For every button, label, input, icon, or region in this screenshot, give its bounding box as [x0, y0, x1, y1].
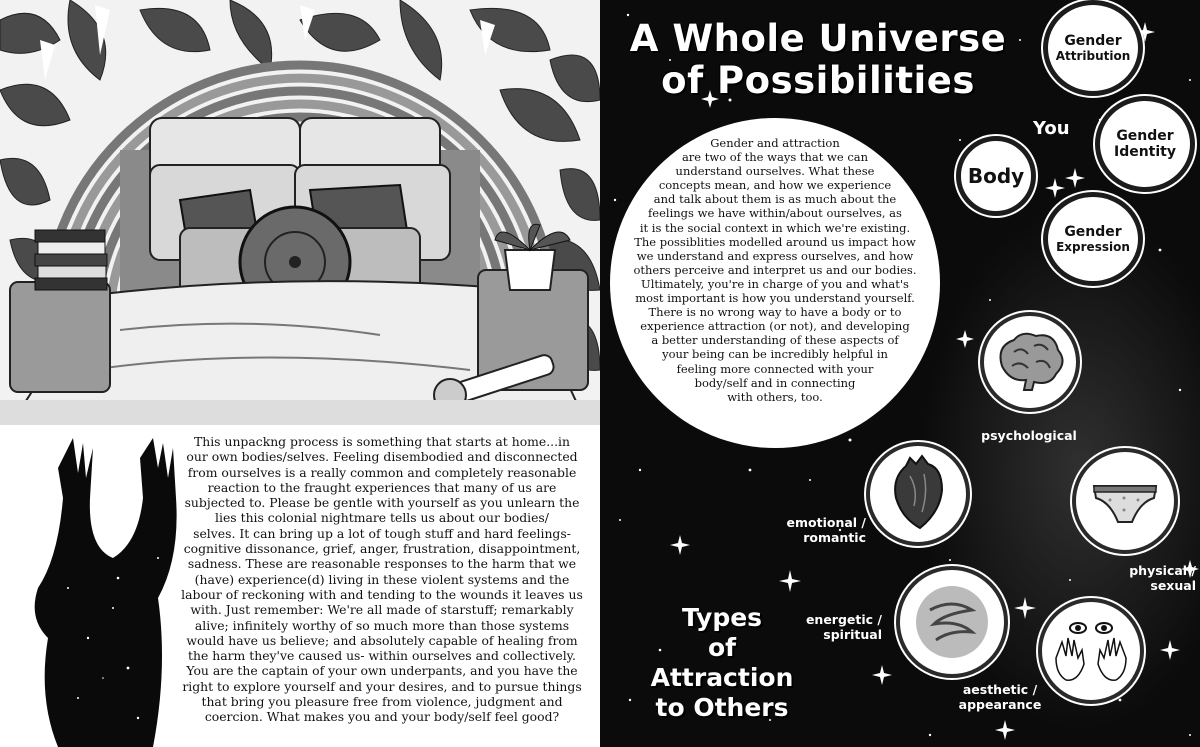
bubble-sublabel: Expression: [1056, 240, 1130, 254]
star-icon: [1065, 168, 1085, 188]
emotional-circle: [866, 442, 970, 546]
psychological-label: psychological: [981, 428, 1077, 443]
energy-swirl-icon: [900, 570, 1004, 674]
physical-label: physical / sexual: [1129, 563, 1196, 593]
book-stack: [35, 230, 107, 290]
bubble-label: Gender: [1064, 33, 1122, 49]
gender-identity-bubble: [1095, 96, 1195, 192]
emotional-label: emotional / romantic: [786, 515, 866, 545]
you-label: You: [1033, 118, 1070, 139]
right-page: [600, 0, 1200, 747]
aesthetic-label: aesthetic / appearance: [958, 682, 1042, 712]
bubble-sublabel: Attribution: [1055, 49, 1131, 63]
physical-circle: [1072, 448, 1178, 554]
title-line-1: A Whole Universe: [629, 17, 1007, 60]
bubble-label: Gender: [1116, 128, 1174, 144]
types-of-attraction-title: Types of Attraction to Others: [650, 603, 794, 722]
heart-icon: [870, 446, 966, 542]
title-line-2: of Possibilities: [661, 59, 975, 102]
gender-attribution-bubble: [1043, 0, 1143, 96]
star-icon: [670, 535, 690, 555]
body-bubble: [956, 136, 1036, 216]
energetic-circle: [896, 566, 1008, 678]
bubble-sublabel: Identity: [1113, 144, 1176, 160]
gender-expression-bubble: [1043, 192, 1143, 286]
raised-arms-silhouette: [18, 438, 193, 747]
bubble-label: Body: [967, 164, 1025, 188]
underwear-icon: [1076, 452, 1174, 550]
page-title: [618, 18, 1018, 102]
bubble-label: Gender: [1064, 224, 1122, 240]
bedroom-illustration: [0, 0, 600, 425]
energetic-label: energetic / spiritual: [805, 612, 882, 642]
brain-icon: [984, 316, 1076, 408]
star-icon: [1045, 178, 1065, 198]
star-icon: [872, 665, 892, 685]
star-icon: [779, 570, 801, 592]
left-body-text: This unpackng process is something that starts at home...in our own bodies/selves. Feeling disembodied and disconnected from ourselves is a really common and completely reasonable reaction to the fraught experiences that many of us are subjected to. Please be gentle with yourself as you unlearn the lies this colonial nightmare tells us about our bodies/ selves. It can bring up a lot of tough stuff and hard feelings- cognitive dissonance, grief, anger, frustration, disappointment, sadness. These are reasonable responses to the harm that we (have) experience(d) living in these violent systems and the labour of reckoning with and tending to the wounds it leaves us with. Just remember: We're all made of starstuff; remarkably alive; infinitely worthy of so much more than those systems would have us believe; and absolutely capable of healing from the harm they've caused us- within ourselves and collectively. You are the captain of your own underpants, and you have the right to explore yourself and your desires, and to pursue things that bring you pleasure free from violence, judgment and coercion. What makes you and your body/self feel good?: [181, 434, 583, 725]
star-icon: [995, 720, 1015, 740]
intro-text: Gender and attraction are two of the ways that we can understand ourselves. What these concepts mean, and how we experience and talk about them is as much about the feelings we have within/about ourselves, as it is the social context in which we're existing. The possiblities modelled around us impact how we understand and express ourselves, and how others perceive and interpret us and our bodies. Ultimately, you're in charge of you and what's most important is how you understand yourself. There is no wrong way to have a body or to experience attraction (or not), and developing a better understanding of these aspects of your being can be incredibly helpful in feeling more connected with your body/self and in connecting with others, too.: [633, 136, 917, 404]
psychological-circle: [980, 312, 1080, 412]
